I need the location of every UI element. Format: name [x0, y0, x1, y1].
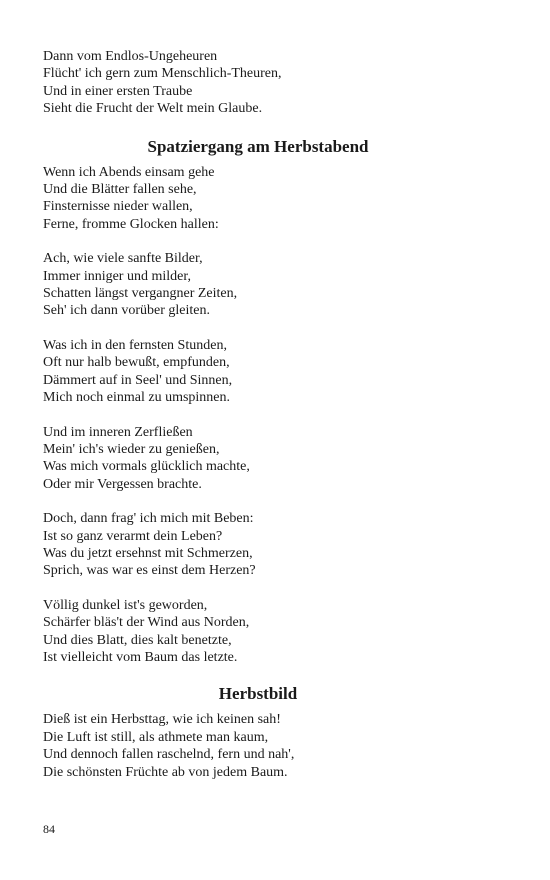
- verse-line: Was ich in den fernsten Stunden,: [43, 337, 227, 353]
- verse-line: Seh' ich dann vorüber gleiten.: [43, 303, 210, 319]
- verse-line: Schatten längst vergangner Zeiten,: [43, 286, 238, 302]
- verse-line: Schärfer bläs't der Wind aus Norden,: [43, 615, 250, 631]
- verse-line: Völlig dunkel ist's geworden,: [43, 597, 208, 613]
- verse-line: Wenn ich Abends einsam gehe: [43, 164, 215, 180]
- poem-title: Spatziergang am Herbstabend: [147, 136, 369, 156]
- verse-line: Was mich vormals glücklich machte,: [43, 459, 250, 475]
- stanza: [43, 337, 473, 407]
- verse-line: Und dennoch fallen raschelnd, fern und nah',: [43, 747, 295, 763]
- stanza: [43, 711, 473, 781]
- stanza: [43, 250, 473, 320]
- stanza: [43, 510, 473, 580]
- verse-line: Dann vom Endlos-Ungeheuren: [43, 49, 218, 64]
- stanza: [43, 164, 473, 234]
- verse-line: Und in einer ersten Traube: [43, 83, 193, 99]
- page-text: [43, 48, 473, 798]
- poem-title: Herbstbild: [218, 684, 298, 704]
- verse-line: Und die Blätter fallen sehe,: [43, 182, 197, 198]
- verse-line: Doch, dann frag' ich mich mit Beben:: [43, 511, 254, 527]
- verse-line: Dieß ist ein Herbsttag, wie ich keinen sah!: [43, 712, 281, 728]
- opening-stanza: [43, 48, 473, 118]
- verse-line: Sprich, was war es einst dem Herzen?: [43, 563, 256, 579]
- verse-line: Ach, wie viele sanfte Bilder,: [43, 251, 203, 267]
- verse-line: Mich noch einmal zu umspinnen.: [43, 390, 231, 406]
- verse-line: Und dies Blatt, dies kalt benetzte,: [43, 632, 232, 648]
- verse-line: Oft nur halb bewußt, empfunden,: [43, 355, 230, 371]
- verse-line: Ist so ganz verarmt dein Leben?: [43, 528, 223, 544]
- verse-line: Oder mir Vergessen brachte.: [43, 476, 202, 492]
- stanza: [43, 424, 473, 494]
- verse-line: Finsternisse nieder wallen,: [43, 199, 193, 215]
- stanza: [43, 597, 473, 667]
- verse-line: Die schönsten Früchte ab von jedem Baum.: [43, 764, 288, 780]
- verse-line: Flücht' ich gern zum Menschlich-Theuren,: [43, 66, 282, 82]
- verse-line: Und im inneren Zerfließen: [43, 424, 193, 440]
- verse-line: Mein' ich's wieder zu genießen,: [43, 441, 220, 457]
- verse-line: Dämmert auf in Seel' und Sinnen,: [43, 372, 233, 388]
- verse-line: Immer inniger und milder,: [43, 268, 191, 284]
- verse-line: Ist vielleicht vom Baum das letzte.: [43, 649, 238, 665]
- verse-line: Ferne, fromme Glocken hallen:: [43, 216, 219, 232]
- verse-line: Die Luft ist still, als athmete man kaum,: [43, 729, 269, 745]
- verse-line: Sieht die Frucht der Welt mein Glaube.: [43, 101, 263, 117]
- page-number: 84: [43, 822, 55, 836]
- verse-line: Was du jetzt ersehnst mit Schmerzen,: [43, 545, 253, 561]
